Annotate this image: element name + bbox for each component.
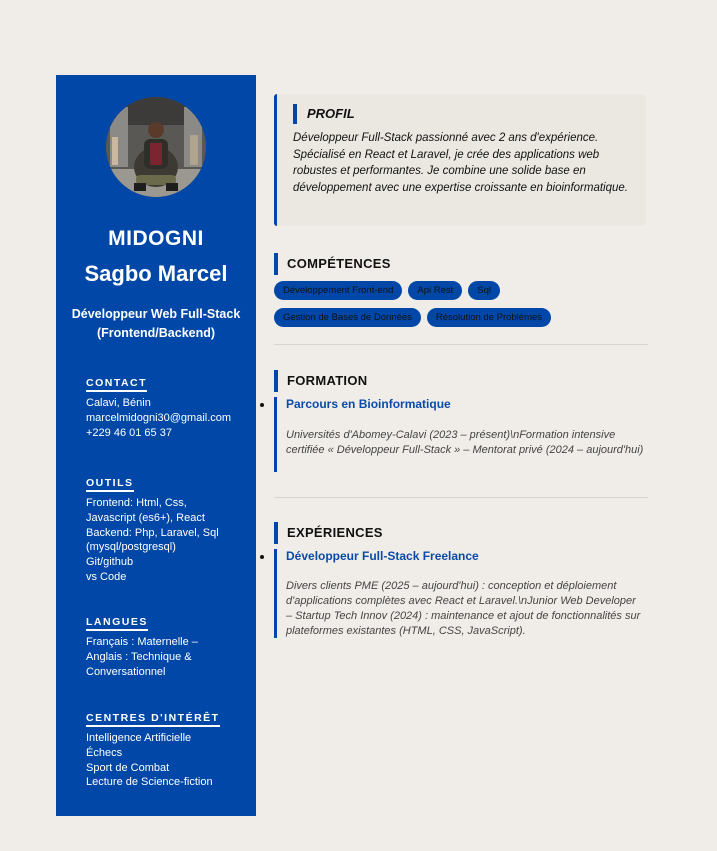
interest-line: Lecture de Science-fiction bbox=[86, 776, 213, 789]
languages-heading: LANGUES bbox=[86, 616, 148, 631]
skill-chip: Sql bbox=[468, 281, 500, 300]
language-line: Conversationnel bbox=[86, 665, 166, 678]
skill-chip: Gestion de Bases de Données bbox=[274, 308, 421, 327]
profile-heading: PROFIL bbox=[293, 104, 355, 124]
first-name: MIDOGNI bbox=[108, 227, 204, 250]
education-entry bbox=[274, 397, 648, 472]
interests-section bbox=[86, 708, 251, 790]
tools-line: Backend: Php, Laravel, Sql bbox=[86, 526, 219, 539]
avatar bbox=[106, 97, 206, 197]
language-line: Anglais : Technique & bbox=[86, 650, 192, 663]
sidebar bbox=[56, 75, 256, 816]
job-title: Développeur Web Full-Stack (Frontend/Backend) bbox=[71, 307, 241, 340]
contact-heading: CONTACT bbox=[86, 377, 147, 392]
profile-section bbox=[274, 94, 646, 226]
experience-heading: EXPÉRIENCES bbox=[274, 522, 383, 544]
education-text: Universités d'Abomey-Calavi (2023 – présent)\nFormation intensive certifiée « Développeur Full-Stack » – Mentorat privé (2024 – aujourd'hui) bbox=[286, 429, 644, 456]
section-divider bbox=[274, 497, 648, 498]
education-heading: FORMATION bbox=[274, 370, 367, 392]
education-title: Parcours en Bioinformatique bbox=[286, 397, 451, 411]
contact-location: Calavi, Bénin bbox=[86, 397, 151, 409]
experience-text: Divers clients PME (2025 – aujourd'hui) : conception et déploiement d'applications complètes avec React et Laravel.\nJunior Web Developer – Startup Tech Innov (2024) : maintenance et ajout de fonctionnalités sur plateformes existantes (HTML, CSS, JavaScript). bbox=[286, 580, 641, 637]
tools-line: vs Code bbox=[86, 570, 127, 583]
experience-entry bbox=[274, 549, 648, 638]
last-name: Sagbo Marcel bbox=[84, 261, 228, 286]
skill-chip: Résolution de Problèmes bbox=[427, 308, 551, 327]
skill-chip: Api Rest bbox=[408, 281, 462, 300]
interest-line: Sport de Combat bbox=[86, 761, 170, 774]
tools-heading: OUTILS bbox=[86, 477, 134, 492]
interests-heading: CENTRES D'INTÉRÊT bbox=[86, 712, 220, 727]
skills-row bbox=[274, 308, 551, 327]
contact-section bbox=[86, 373, 251, 440]
interest-line: Échecs bbox=[86, 746, 123, 759]
profile-photo bbox=[106, 97, 206, 197]
languages-section bbox=[86, 612, 251, 679]
tools-line: (mysql/postgresql) bbox=[86, 541, 176, 554]
skills-heading: COMPÉTENCES bbox=[274, 253, 391, 275]
contact-phone: +229 46 01 65 37 bbox=[86, 426, 172, 439]
interest-line: Intelligence Artificielle bbox=[86, 732, 192, 744]
bullet-icon bbox=[260, 403, 264, 407]
profile-summary: Développeur Full-Stack passionné avec 2 ans d'expérience. Spécialisé en React et Laravel, je crée des applications web robustes et performantes. Je combine une solide base en développement avec une expertise croissante en bioinformatique. bbox=[293, 132, 628, 194]
skill-chip: Développement Front-end bbox=[274, 281, 402, 300]
tools-line: Frontend: Html, Css, bbox=[86, 497, 187, 509]
skills-row bbox=[274, 281, 500, 300]
tools-line: Javascript (es6+), React bbox=[86, 511, 205, 524]
contact-email: marcelmidogni30@gmail.com bbox=[86, 411, 232, 424]
tools-line: Git/github bbox=[86, 556, 134, 569]
tools-section bbox=[86, 473, 251, 585]
bullet-icon bbox=[260, 555, 264, 559]
language-line: Français : Maternelle – bbox=[86, 636, 198, 648]
section-divider bbox=[274, 344, 648, 345]
experience-title: Développeur Full-Stack Freelance bbox=[286, 549, 479, 563]
